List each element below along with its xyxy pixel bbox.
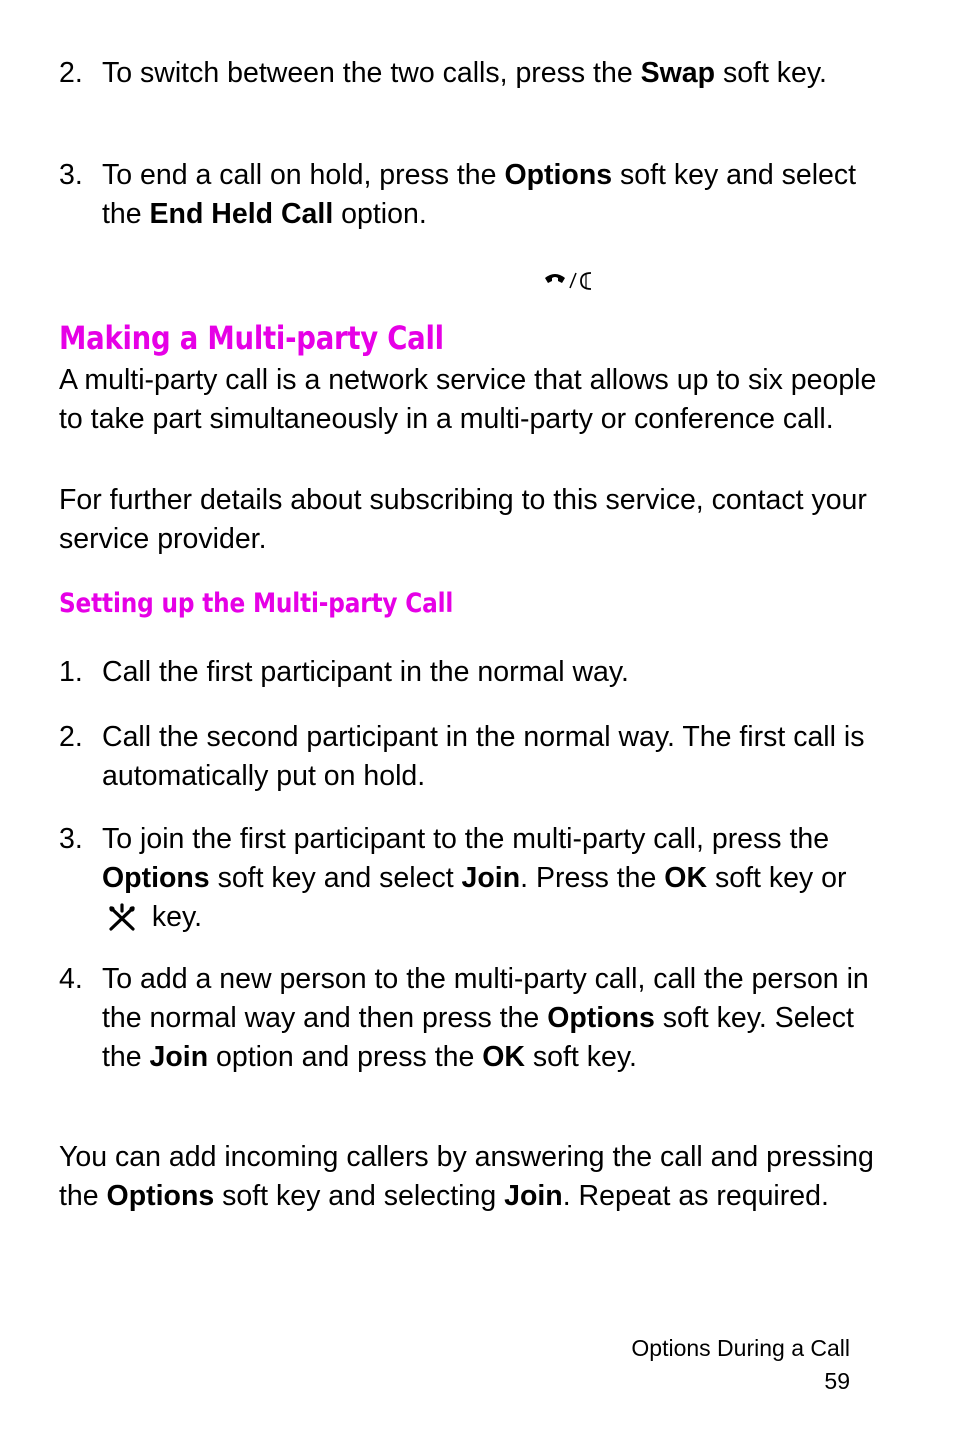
list-item — [59, 718, 889, 796]
closing-paragraph — [59, 1138, 889, 1216]
text-run: To join the first participant to the multi-party call, press the — [102, 823, 830, 855]
bold-term: Options — [106, 1180, 215, 1212]
text-run: To switch between the two calls, press the — [102, 57, 641, 89]
step-text — [102, 721, 864, 792]
bold-term: OK — [664, 862, 708, 894]
step-text — [102, 823, 846, 933]
text-run: soft key and select — [209, 862, 462, 894]
text-run: soft key and select the — [102, 159, 857, 230]
text-run: . Repeat as required. — [562, 1180, 829, 1212]
text-run: To end a call on hold, press the — [102, 159, 505, 191]
text-run: key. — [144, 901, 203, 933]
step-number: 3. — [59, 159, 83, 191]
step-text — [102, 57, 827, 89]
text-run: soft key. — [715, 57, 827, 89]
step-text — [102, 159, 856, 230]
bold-term: Options — [547, 1002, 655, 1034]
step-number: 4. — [59, 963, 83, 995]
footer-chapter: Options During a Call — [631, 1335, 850, 1361]
bold-term: Join — [149, 1041, 209, 1073]
step-text — [102, 963, 869, 1073]
step-number: 2. — [59, 721, 83, 753]
list-item — [59, 653, 889, 692]
list-item — [59, 54, 889, 93]
bold-term: Options — [102, 862, 210, 894]
bold-term: Options — [504, 159, 613, 191]
intro-paragraph: A multi-party call is a network service that allows up to six people to take part simultaneously in a multi-party or conference call. — [59, 364, 877, 435]
bold-term: End Held Call — [149, 198, 334, 230]
step-number: 2. — [59, 57, 83, 89]
step-number: 1. — [59, 656, 83, 688]
section-title: Making a Multi-party Call — [59, 319, 444, 357]
text-run: You can add incoming callers by answering the call and pressing the — [59, 1141, 874, 1212]
phone-end-icon — [543, 268, 603, 292]
subsection-title: Setting up the Multi-party Call — [59, 588, 454, 619]
text-run: option. — [333, 198, 427, 230]
text-run: Call the first participant in the normal way. — [102, 656, 629, 688]
text-run: soft key or — [707, 862, 847, 894]
text-run: Call the second participant in the normal way. The first call is automatically put on hold. — [102, 721, 865, 792]
page-number: 59 — [824, 1368, 850, 1394]
list-item — [59, 156, 889, 234]
bold-term: Join — [461, 862, 521, 894]
text-run: soft key. Select the — [102, 1002, 854, 1073]
list-item — [59, 960, 889, 1077]
step-text — [102, 656, 629, 688]
step-number: 3. — [59, 823, 83, 855]
text-run: soft key and selecting — [214, 1180, 505, 1212]
bold-term: Join — [504, 1180, 563, 1212]
bold-term: OK — [482, 1041, 525, 1073]
text-run: soft key. — [525, 1041, 637, 1073]
bold-term: Swap — [640, 57, 716, 89]
text-run: option and press the — [208, 1041, 483, 1073]
star-key-icon — [106, 902, 138, 934]
list-item — [59, 820, 889, 937]
text-run: To add a new person to the multi-party call, call the person in the normal way and then press the — [102, 963, 869, 1034]
intro-paragraph: For further details about subscribing to this service, contact your service provider. — [59, 484, 867, 555]
text-run: . Press the — [520, 862, 665, 894]
